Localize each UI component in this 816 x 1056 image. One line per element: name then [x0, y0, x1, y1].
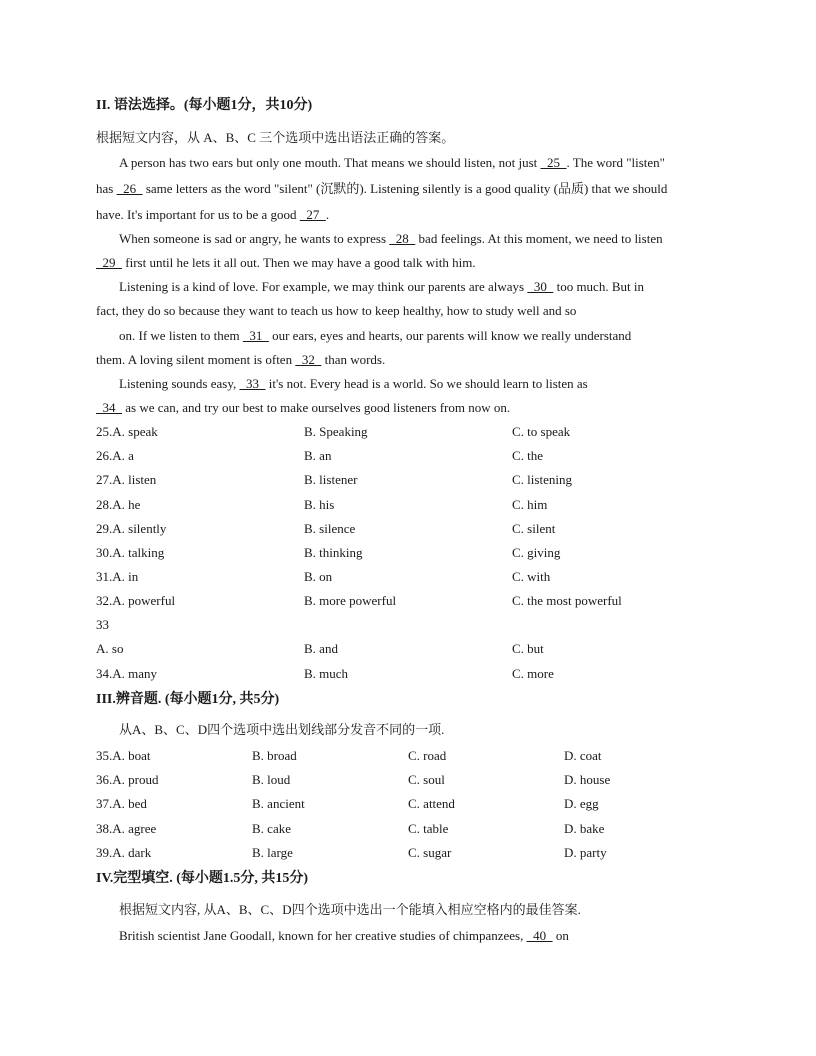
answer-blank: 31 — [242, 328, 269, 343]
option-c: C. with — [512, 569, 551, 584]
option-d: D. egg — [564, 796, 599, 811]
option-b: B. thinking — [304, 545, 363, 560]
answer-blank: 33 — [239, 376, 266, 391]
passage-line — [96, 181, 722, 197]
passage-line — [119, 155, 745, 171]
option-a: 30.A. talking — [96, 545, 165, 560]
question-34-option-b: B. much — [304, 666, 349, 681]
option-b: B. loud — [252, 772, 291, 787]
option-c: C. soul — [408, 772, 445, 787]
option-d: D. bake — [564, 821, 605, 836]
option-a: 32.A. powerful — [96, 593, 176, 608]
passage-text: first until he lets it all out. Then we may have a good talk with him. — [122, 255, 476, 270]
section-2-instruction: 根据短文内容，从 A、B、C 三个选项中选出语法正确的答案。 — [96, 130, 455, 145]
passage-text: them. A loving silent moment is often — [96, 352, 296, 367]
passage-text: too much. But in — [553, 279, 644, 294]
passage-text: . — [325, 207, 330, 222]
option-c: C. listening — [512, 472, 572, 487]
passage-text: Listening is a kind of love. For example, we may think our parents are always — [119, 279, 528, 294]
passage-text: same letters as the word "silent" (沉默的). Listening silently is a good quality (品质) that we should — [142, 181, 668, 196]
section-4-passage-line — [119, 928, 745, 944]
passage-text: as we can, and try our best to make ourselves good listeners from now on. — [122, 400, 511, 415]
answer-blank: 27 — [299, 207, 326, 222]
passage-text: A person has two ears but only one mouth. That means we should listen, not just — [119, 155, 541, 170]
question-33-option-a: A. so — [96, 641, 124, 656]
option-b: B. on — [304, 569, 333, 584]
option-c: C. table — [408, 821, 449, 836]
option-c: C. sugar — [408, 845, 452, 860]
option-a: 31.A. in — [96, 569, 139, 584]
option-a: 27.A. listen — [96, 472, 157, 487]
passage-text: have. It's important for us to be a good — [96, 207, 300, 222]
passage-text: on — [552, 928, 569, 943]
option-c: C. silent — [512, 521, 556, 536]
option-a: 37.A. bed — [96, 796, 147, 811]
passage-text: Listening sounds easy, — [119, 376, 240, 391]
question-34-option-c: C. more — [512, 666, 554, 681]
option-b: B. large — [252, 845, 293, 860]
option-b: B. his — [304, 497, 335, 512]
passage-text: fact, they do so because they want to teach us how to keep healthy, how to study well and so — [96, 303, 577, 318]
passage-line — [119, 376, 745, 392]
question-33-option-b: B. and — [304, 641, 338, 656]
answer-blank: 28 — [389, 231, 416, 246]
option-b: B. more powerful — [304, 593, 397, 608]
passage-line — [96, 400, 722, 416]
passage-text: has — [96, 181, 117, 196]
section-4-heading: IV.完型填空. (每小题1.5分, 共15分) — [96, 871, 309, 886]
blank-40: 40 — [526, 928, 553, 943]
option-d: D. party — [564, 845, 607, 860]
option-d: D. coat — [564, 748, 602, 763]
passage-text: it's not. Every head is a world. So we should learn to listen as — [265, 376, 588, 391]
section-2-heading: II. 语法选择。(每小题1分，共10分) — [96, 98, 313, 113]
option-a: 25.A. speak — [96, 424, 158, 439]
passage-text: our ears, eyes and hearts, our parents will know we really understand — [268, 328, 632, 343]
option-a: 35.A. boat — [96, 748, 151, 763]
option-b: B. an — [304, 448, 332, 463]
answer-blank: 26 — [116, 181, 143, 196]
passage-line — [96, 255, 722, 271]
answer-blank: 30 — [527, 279, 554, 294]
option-b: B. listener — [304, 472, 358, 487]
option-c: C. the most powerful — [512, 593, 622, 608]
option-d: D. house — [564, 772, 611, 787]
option-b: B. Speaking — [304, 424, 368, 439]
option-c: C. road — [408, 748, 447, 763]
option-a: 28.A. he — [96, 497, 141, 512]
passage-text: bad feelings. At this moment, we need to listen — [415, 231, 663, 246]
question-34-option-a: 34.A. many — [96, 666, 158, 681]
option-c: C. the — [512, 448, 544, 463]
passage-text: than words. — [321, 352, 386, 367]
passage-line — [119, 328, 745, 344]
option-a: 26.A. a — [96, 448, 134, 463]
passage-line — [96, 207, 722, 223]
section-3-heading: III.辨音题. (每小题1分, 共5分) — [96, 692, 280, 707]
answer-blank: 29 — [96, 255, 122, 270]
passage-line — [119, 231, 745, 247]
answer-blank: 32 — [295, 352, 322, 367]
passage-text: . The word "listen" — [566, 155, 665, 170]
section-4-instruction: 根据短文内容, 从A、B、C、D四个选项中选出一个能填入相应空格内的最佳答案. — [119, 902, 581, 917]
section-3-instruction: 从A、B、C、D四个选项中选出划线部分发音不同的一项. — [119, 722, 445, 737]
option-a: 36.A. proud — [96, 772, 159, 787]
option-b: B. silence — [304, 521, 356, 536]
option-a: 29.A. silently — [96, 521, 167, 536]
option-c: C. attend — [408, 796, 455, 811]
question-33-option-c: C. but — [512, 641, 544, 656]
option-c: C. to speak — [512, 424, 571, 439]
option-c: C. giving — [512, 545, 561, 560]
passage-text: When someone is sad or angry, he wants to express — [119, 231, 390, 246]
option-b: B. ancient — [252, 796, 305, 811]
passage-text: British scientist Jane Goodall, known for her creative studies of chimpanzees, — [119, 928, 527, 943]
passage-line — [96, 303, 722, 319]
passage-line — [119, 279, 745, 295]
option-a: 39.A. dark — [96, 845, 152, 860]
question-33-number: 33 — [96, 617, 109, 632]
answer-blank: 25 — [540, 155, 567, 170]
option-b: B. cake — [252, 821, 291, 836]
option-c: C. him — [512, 497, 548, 512]
passage-text: on. If we listen to them — [119, 328, 243, 343]
answer-blank: 34 — [96, 400, 122, 415]
option-b: B. broad — [252, 748, 297, 763]
option-a: 38.A. agree — [96, 821, 157, 836]
passage-line — [96, 352, 722, 368]
